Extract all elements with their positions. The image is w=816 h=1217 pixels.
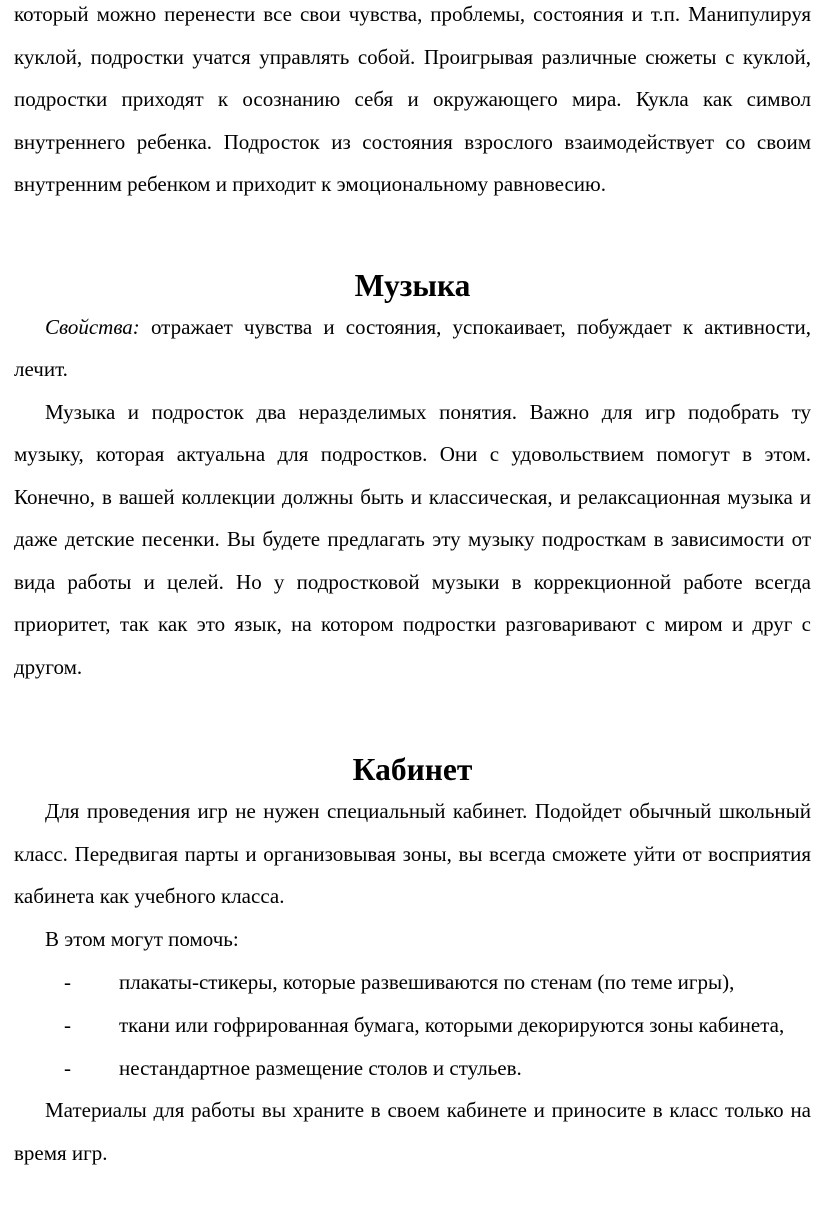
music-heading: Музыка (354, 267, 471, 303)
music-properties-label: Свойства: (45, 314, 140, 339)
intro-paragraph: который можно перенести все свои чувства, проблемы, состояния и т.п. Манипулируя куклой, подростки учатся управлять собой. Проигрывая различные сюжеты с куклой, подростки приходят к осознанию себя и окружающего мира. Кукла как символ внутреннего ребенка. Подросток из состояния взрослого взаимодействует со своим внутренним ребенком и приходит к эмоциональному равновесию. (14, 2, 811, 196)
list-dash: - (64, 1055, 71, 1080)
list-item-text: нестандартное размещение столов и стульев. (119, 1055, 522, 1080)
list-dash: - (64, 1013, 71, 1037)
cabinet-closing: Материалы для работы вы храните в своем кабинете и приносите в класс только на время игр. (14, 1098, 811, 1165)
music-paragraph: Музыка и подросток два неразделимых понятия. Важно для игр подобрать ту музыку, которая актуальна для подростков. Они с удовольствием помогут в этом. Конечно, в вашей коллекции должны быть и классическая, и релаксационная музыка и даже детские песенки. Вы будете предлагать эту музыку подросткам в зависимости от вида работы и целей. Но у подростковой музыки в коррекционной работе всегда приоритет, так как это язык, на котором подростки разговаривают с миром и друг с другом. (14, 399, 811, 679)
list-item-text: плакаты-стикеры, которые развешиваются по стенам (по теме игры), (119, 970, 735, 994)
cabinet-heading: Кабинет (352, 752, 473, 787)
cabinet-paragraph: Для проведения игр не нужен специальный кабинет. Подойдет обычный школьный класс. Передвигая парты и организовывая зоны, вы всегда сможете уйти от восприятия кабинета как учебного класса. (14, 799, 811, 908)
list-item (14, 1047, 811, 1090)
list-dash: - (64, 970, 71, 994)
document-page (14, 0, 811, 1174)
music-properties-text: отражает чувства и состояния, успокаивает, побуждает к активности, лечит. (14, 314, 811, 381)
list-item-text: ткани или гофрированная бумага, которыми декорируются зоны кабинета, (119, 1013, 785, 1037)
music-properties (14, 306, 811, 391)
list-item (14, 1004, 811, 1047)
cabinet-help-intro: В этом могут помочь: (45, 926, 239, 951)
list-item (14, 968, 811, 996)
